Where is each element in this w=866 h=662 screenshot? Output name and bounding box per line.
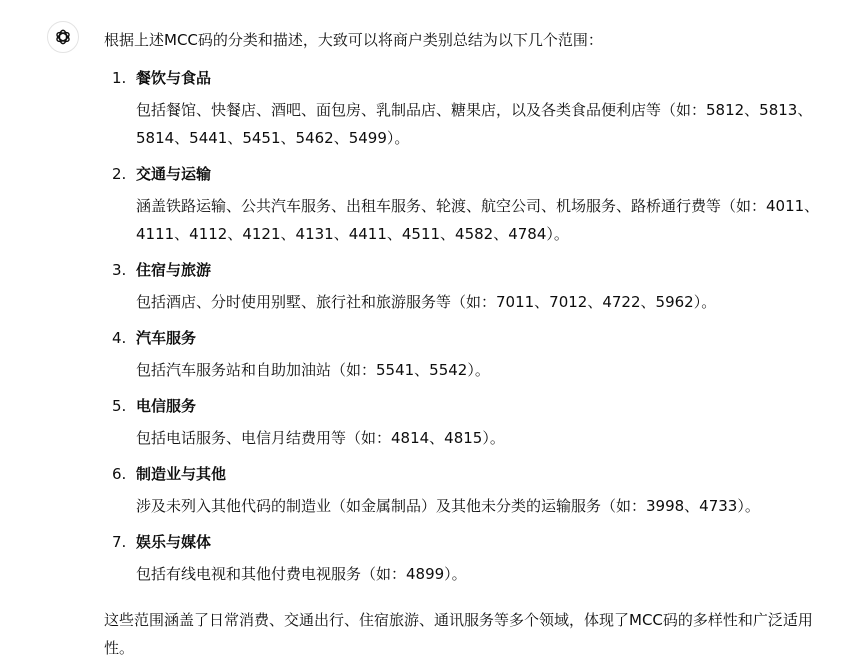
list-item-description: 包括酒店、分时使用别墅、旅行社和旅游服务等（如：7011、7012、4722、5962）。 [136, 293, 717, 311]
list-item-title: 住宿与旅游 [136, 261, 212, 279]
list-item-description: 包括汽车服务站和自助加油站（如：5541、5542）。 [136, 361, 490, 379]
list-item-description: 包括电话服务、电信月结费用等（如：4814、4815）。 [136, 429, 505, 447]
merchant-range-list [104, 64, 824, 588]
list-item-description: 包括有线电视和其他付费电视服务（如：4899）。 [136, 565, 467, 583]
assistant-message [104, 26, 824, 662]
list-item-number: 7. [112, 533, 127, 551]
list-item [104, 460, 824, 520]
list-item-title: 餐饮与食品 [136, 69, 212, 87]
message-summary: 这些范围涵盖了日常消费、交通出行、住宿旅游、通讯服务等多个领域，体现了MCC码的多样性和广泛适用性。 [104, 611, 813, 657]
list-item [104, 324, 824, 384]
list-item-title: 制造业与其他 [136, 465, 227, 483]
list-item [104, 528, 824, 588]
list-item-number: 3. [112, 261, 127, 279]
list-item-title: 交通与运输 [136, 165, 212, 183]
list-item-description: 包括餐馆、快餐店、酒吧、面包房、乳制品店、糖果店，以及各类食品便利店等（如：5812、5813、5814、5441、5451、5462、5499）。 [136, 101, 813, 147]
message-intro: 根据上述MCC码的分类和描述，大致可以将商户类别总结为以下几个范围： [104, 31, 603, 49]
list-item-title: 娱乐与媒体 [136, 533, 212, 551]
list-item-number: 6. [112, 465, 127, 483]
list-item-title: 电信服务 [136, 397, 197, 415]
list-item-number: 4. [112, 329, 127, 347]
list-item-number: 2. [112, 165, 127, 183]
list-item-description: 涵盖铁路运输、公共汽车服务、出租车服务、轮渡、航空公司、机场服务、路桥通行费等（如：4011、4111、4112、4121、4131、4411、4511、4582、4784）。 [136, 197, 820, 243]
assistant-avatar [47, 21, 79, 53]
list-item [104, 64, 824, 152]
list-item [104, 160, 824, 248]
list-item-description: 涉及未列入其他代码的制造业（如金属制品）及其他未分类的运输服务（如：3998、4733）。 [136, 497, 760, 515]
openai-logo-icon [53, 27, 73, 47]
list-item-title: 汽车服务 [136, 329, 197, 347]
list-item-number: 5. [112, 397, 127, 415]
list-item-number: 1. [112, 69, 127, 87]
list-item [104, 392, 824, 452]
list-item [104, 256, 824, 316]
